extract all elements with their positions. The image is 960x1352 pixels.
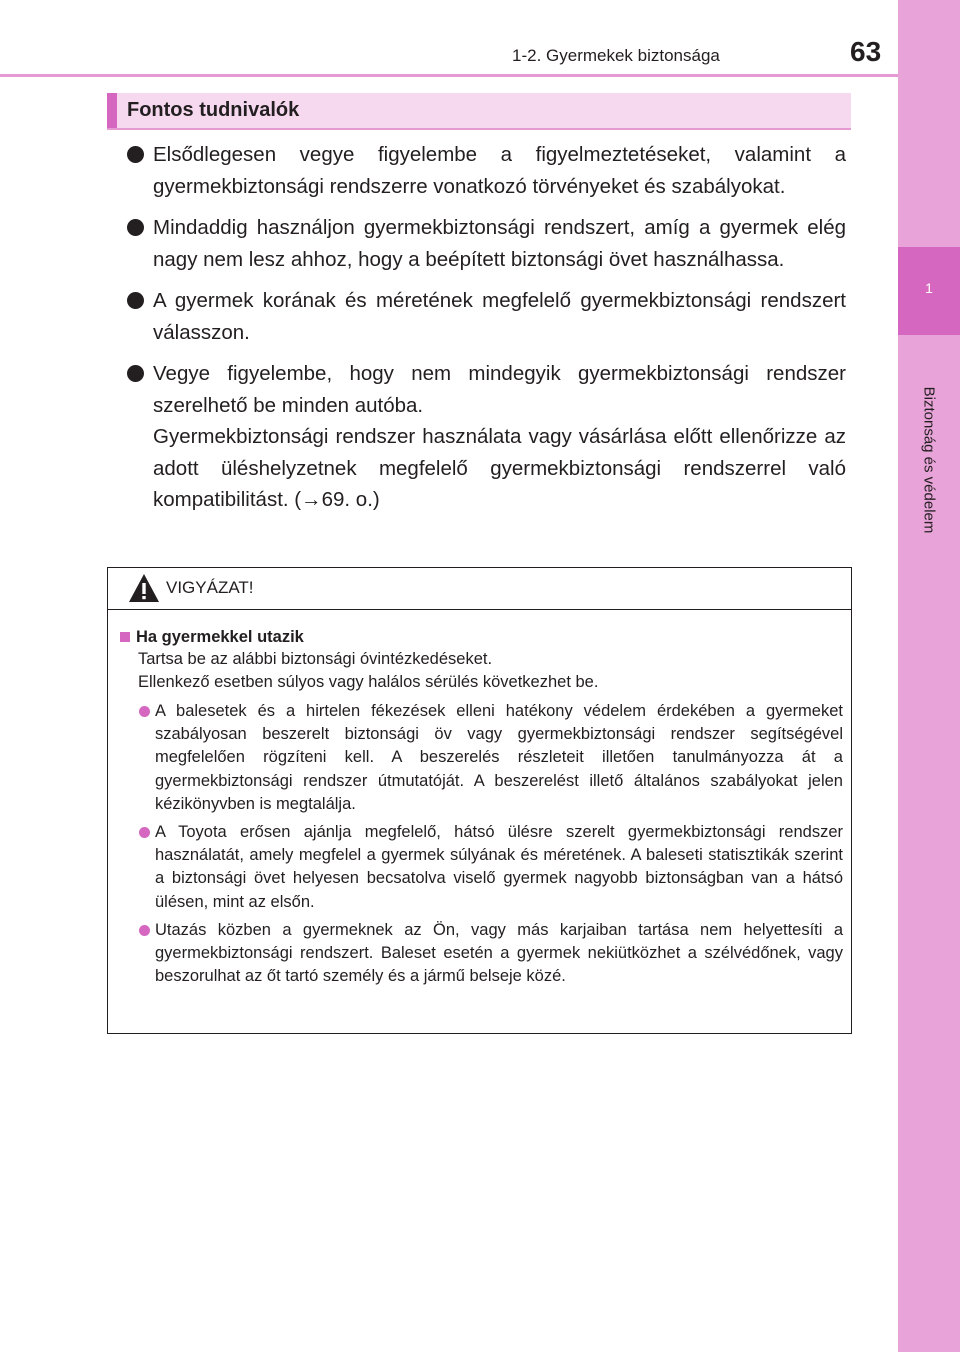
list-item <box>127 212 846 275</box>
list-item-text-continued: Gyermekbiztonsági rendszer használata vagy vásárlása előtt ellenőrizze az adott üléshelyzetnek megfelelő gyermekbiztonsági rendszerrel való kompatibilitást. (→69. o.) <box>153 425 846 511</box>
caution-subheading-text: Ha gyermekkel utazik <box>136 628 304 646</box>
caution-item-text: Utazás közben a gyermeknek az Ön, vagy más karjaiban tartása nem helyettesíti a gyermekbiztonsági rendszert. Baleset esetén a gyermek nekiütközhet a szélvédőnek, vagy beszorulhat az őt tartó személy és a jármű belseje közé. <box>155 920 843 986</box>
caution-item-text: A Toyota erősen ajánlja megfelelő, hátsó ülésre szerelt gyermekbiztonsági rendszer használatát, amely megfelel a gyermek súlyának és méretének. A baleseti statisztikák szerint a biztonsági övet helyesen becsatolva viselő gyermek nagyobb biztonságban van a hátsó ülésen, mint az elsőn. <box>155 823 843 911</box>
chapter-side-tab <box>898 0 960 1352</box>
list-item <box>127 358 846 516</box>
bullet-icon <box>127 146 144 163</box>
bullet-icon <box>139 706 150 717</box>
list-item-text: Elsődlegesen vegye figyelembe a figyelmeztetéseket, valamint a gyermekbiztonsági rendszerre vonatkozó törvényeket és szabályokat. <box>153 143 846 198</box>
square-bullet-icon <box>120 632 130 642</box>
caution-header <box>108 568 851 610</box>
bullet-icon <box>139 925 150 936</box>
bullet-icon <box>139 827 150 838</box>
list-item <box>127 139 846 202</box>
list-item <box>127 285 846 348</box>
caution-intro-1: Tartsa be az alábbi biztonsági óvintézkedéseket. <box>138 650 493 668</box>
caution-box <box>107 567 852 1034</box>
important-info-list <box>127 139 846 526</box>
caution-list-item <box>118 700 843 816</box>
warning-triangle-icon <box>128 572 160 604</box>
chapter-label: Biztonság és védelem <box>920 386 938 534</box>
header-section-title: 1-2. Gyermekek biztonsága <box>512 46 720 65</box>
caution-intro-2: Ellenkező esetben súlyos vagy halálos sérülés következhet be. <box>138 673 599 691</box>
page-number: 63 <box>850 36 882 67</box>
caution-list-item <box>118 919 843 989</box>
header-divider <box>0 74 898 77</box>
caution-list <box>118 700 843 988</box>
chapter-number: 1 <box>925 280 933 296</box>
section-heading-title: Fontos tudnivalók <box>127 99 300 121</box>
caution-item-text: A balesetek és a hirtelen fékezések elleni hatékony védelem érdekében a gyermeket szabályosan beszerelt biztonsági öv vagy gyermekbiztonsági rendszer segítségével megfelelően rögzíteni kell. A beszerelés részleteit illetően tanulmányozza át a gyermekbiztonsági rendszer útmutatóját. A beszerelést illető általános szabályokat jelen kézikönyvben is megtalálja. <box>155 702 843 813</box>
list-item-text: Vegye figyelembe, hogy nem mindegyik gyermekbiztonsági rendszer szerelhető be minden autóba. <box>153 362 846 417</box>
caution-list-item <box>118 821 843 914</box>
list-item-text: A gyermek korának és méretének megfelelő gyermekbiztonsági rendszert válasszon. <box>153 289 846 344</box>
caution-body <box>118 626 843 993</box>
bullet-icon <box>127 292 144 309</box>
list-item-text: Mindaddig használjon gyermekbiztonsági rendszert, amíg a gyermek elég nagy nem lesz ahhoz, hogy a beépített biztonsági övet használhassa. <box>153 216 846 271</box>
caution-title: VIGYÁZAT! <box>166 578 254 597</box>
section-heading-bar <box>107 93 117 128</box>
caution-subheading <box>118 626 843 648</box>
bullet-icon <box>127 365 144 382</box>
section-heading <box>107 93 851 130</box>
bullet-icon <box>127 219 144 236</box>
